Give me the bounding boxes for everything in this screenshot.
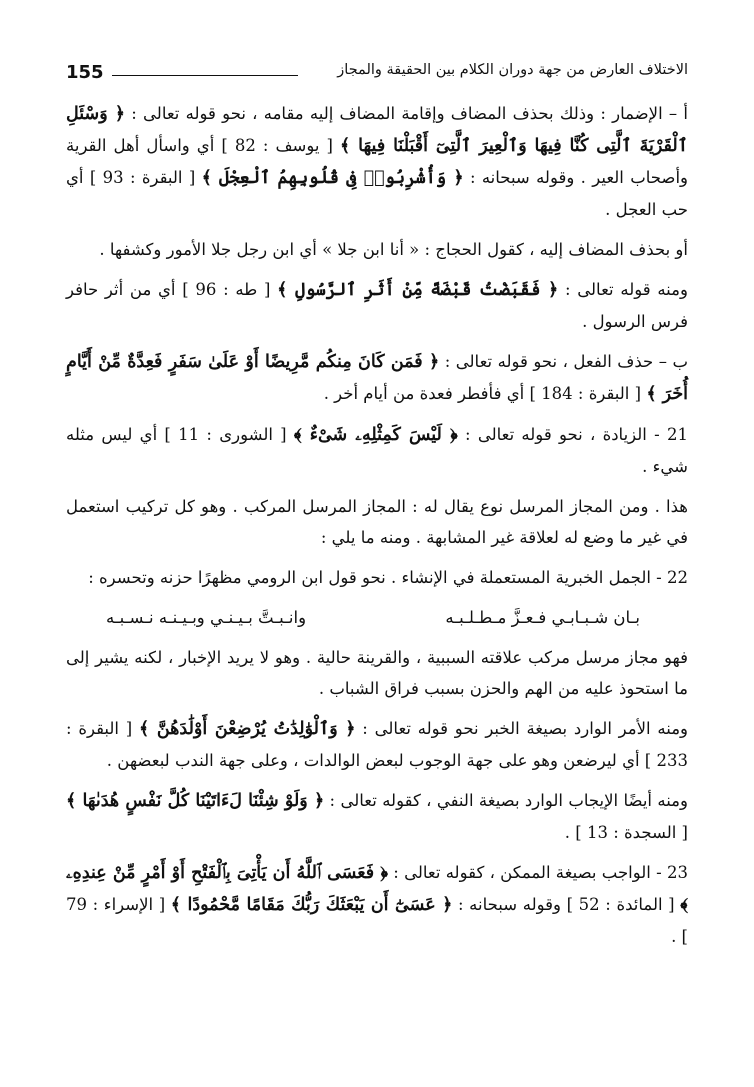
quran-verse: ﴿ وَأُشْرِبُوا۟ فِى قُلُوبِهِمُ ٱلْعِجْلَ ﴾ [201,168,464,188]
paragraph-sababiya: فهو مجاز مرسل مركب علاقته السببية ، والقرينة حالية . وهو لا يريد الإخبار ، لكنه يشير إلى ما استحوذ عليه من الهم والحزن بسبب فراق الشباب . [66,648,688,698]
quran-verse: ﴿ فَمَن كَانَ مِنكُم مَّرِيضًا أَوْ عَلَىٰ سَفَرٍ فَعِدَّةٌ مِّنْ أَيَّامٍ أُخَرَ ﴾ [66,352,688,404]
page-body [66,98,688,961]
quran-verse: ﴿ فَعَسَى ٱللَّهُ أَن يَأْتِىَ بِٱلْفَتْحِ أَوْ أَمْرٍ مِّنْ عِندِهِۦ ﴾ [66,863,689,915]
quran-verse: ﴿ لَيْسَ كَمِثْلِهِۦ شَىْءٌ ﴾ [293,425,458,445]
page-header [66,58,688,90]
quran-verse: ﴿ فَقَبَضْتُ قَبْضَةً مِّنْ أَثَرِ ٱلرَّسُولِ ﴾ [277,280,559,300]
quran-verse: ﴿ وَٱلْوَٰلِدَٰتُ يُرْضِعْنَ أَوْلَٰدَهُنَّ ﴾ [138,719,356,739]
quran-verse: ﴿ عَسَىٰٓ أَن يَبْعَثَكَ رَبُّكَ مَقَامًا مَّحْمُودًا ﴾ [170,895,453,915]
paragraph-jumal-khabariya: 22 - الجمل الخبرية المستعملة في الإنشاء . نحو قول ابن الرومي مظهرًا حزنه وتحسره : [88,568,688,587]
paragraph-murakkab: هذا . ومن المجاز المرسل نوع يقال له : المجاز المرسل المركب . وهو كل تركيب استعمل في غير ما وضع له لعلاقة غير المشابهة . ومنه ما يلي : [66,497,688,547]
quran-verse: ﴿ وَسْئَلِ ٱلْقَرْيَةَ ٱلَّتِى كُنَّا فِيهَا وَٱلْعِيرَ ٱلَّتِىٓ أَقْبَلْنَا فِيهَا ﴾ [66,104,688,156]
paragraph-ziyada: 21 - الزيادة ، نحو قوله تعالى : ﴿ لَيْسَ كَمِثْلِهِۦ شَىْءٌ ﴾ [ الشورى : 11 ] أي ليس مثله شيء . [66,425,688,476]
poem-second-hemistich: وانـبـتَّ بـيـنـي وبـيـنـه نـسـبـه [106,608,307,627]
paragraph-athar-rasul: ومنه قوله تعالى : ﴿ فَقَبَضْتُ قَبْضَةً مِّنْ أَثَرِ ٱلرَّسُولِ ﴾ [ طه : 96 ] أي من أثر حافر فرس الرسول . [66,280,688,331]
quran-verse: ﴿ وَلَوْ شِئْنَا لَءَاتَيْنَا كُلَّ نَفْسٍ هُدَىٰهَا ﴾ [66,791,325,811]
paragraph-ijab-nafy: ومنه أيضًا الإيجاب الوارد بصيغة النفي ، كقوله تعالى : ﴿ وَلَوْ شِئْنَا لَءَاتَيْنَا كُلَّ نَفْسٍ هُدَىٰهَا ﴾ [ السجدة : 13 ] . [66,791,688,842]
page-number: 155 [66,62,104,83]
paragraph-idmar: أ – الإضمار : وذلك بحذف المضاف وإقامة المضاف إليه مقامه ، نحو قوله تعالى : ﴿ وَسْئَلِ ٱلْقَرْيَةَ ٱلَّتِى كُنَّا فِيهَا وَٱلْعِيرَ ٱلَّتِىٓ أَقْبَلْنَا فِيهَا ﴾ [ يوسف : 82 ] أي واسأل أهل القرية وأصحاب العير . وقوله سبحانه : ﴿ وَأُشْرِبُوا۟ فِى قُلُوبِهِمُ ٱلْعِجْلَ ﴾ [ البقرة : 93 ] أي حب العجل . [66,104,688,219]
running-title: الاختلاف العارض من جهة دوران الكلام بين الحقيقة والمجاز [337,62,688,78]
paragraph-hadhf-fil: ب – حذف الفعل ، نحو قوله تعالى : ﴿ فَمَن كَانَ مِنكُم مَّرِيضًا أَوْ عَلَىٰ سَفَرٍ فَعِدَّةٌ مِّنْ أَيَّامٍ أُخَرَ ﴾ [ البقرة : 184 ] أي فأفطر فعدة من أيام أخر . [66,352,688,404]
poem-first-hemistich: بـان شـبـابـي فـعـزَّ مـطـلـبـه [445,608,640,627]
paragraph-mudaf-ilayh: أو بحذف المضاف إليه ، كقول الحجاج : « أنا ابن جلا » أي ابن رجل جلا الأمور وكشفها . [99,240,688,259]
header-rule [112,75,298,76]
paragraph-mumkin: 23 - الواجب بصيغة الممكن ، كقوله تعالى : ﴿ فَعَسَى ٱللَّهُ أَن يَأْتِىَ بِٱلْفَتْحِ أَوْ أَمْرٍ مِّنْ عِندِهِۦ ﴾ [ المائدة : 52 ] وقوله سبحانه : ﴿ عَسَىٰٓ أَن يَبْعَثَكَ رَبُّكَ مَقَامًا مَّحْمُودًا ﴾ [ الإسراء : 79 ] . [66,863,689,946]
paragraph-amr-khabar: ومنه الأمر الوارد بصيغة الخبر نحو قوله تعالى : ﴿ وَٱلْوَٰلِدَٰتُ يُرْضِعْنَ أَوْلَٰدَهُنَّ ﴾ [ البقرة : 233 ] أي ليرضعن وهو على جهة الوجوب لبعض الوالدات ، وعلى جهة الندب لبعضهن . [66,719,689,770]
poem-verse [66,602,688,633]
